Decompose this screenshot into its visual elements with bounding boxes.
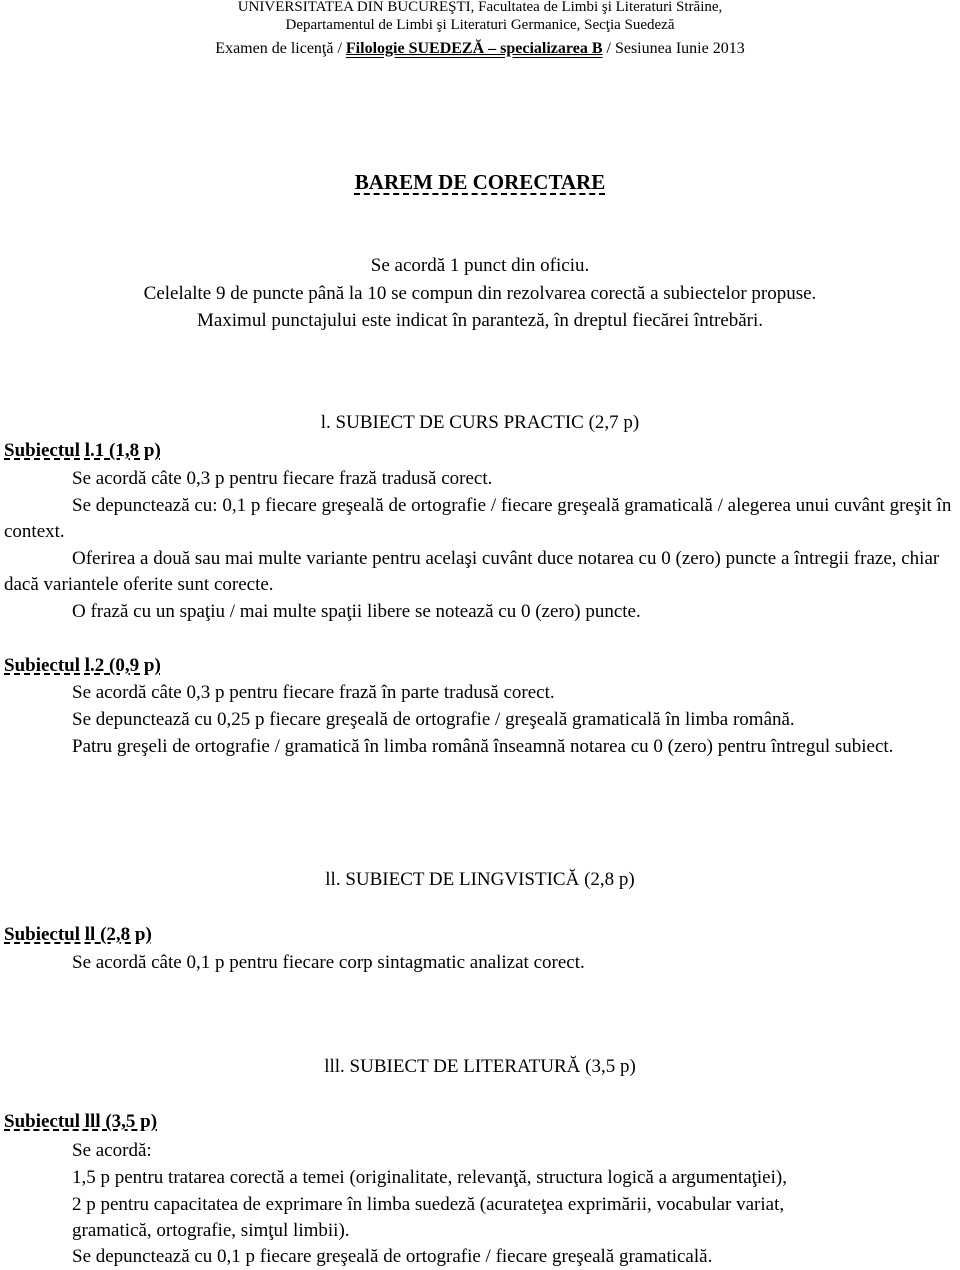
subject-3-rule-3a: 2 p pentru capacitatea de exprimare în limba suedeză (acurateţea exprimării, vocabular variat,	[72, 1194, 785, 1215]
subject-1-2-label: Subiectul l.2 (0,9 p)	[4, 655, 161, 676]
subject-1-1-rule-4: O frază cu un spaţiu / mai multe spaţii libere se notează cu 0 (zero) puncte.	[72, 601, 641, 622]
subject-1-1-rule-1: Se acordă câte 0,3 p pentru fiecare frază tradusă corect.	[72, 468, 493, 489]
subject-1-2-rule-3: Patru greşeli de ortografie / gramatică în limba română înseamnă notarea cu 0 (zero) pentru întregul subiect.	[72, 736, 894, 757]
subject-1-1-rule-2: Se depunctează cu: 0,1 p fiecare greşeală de ortografie / fiecare greşeală gramaticală / alegerea unui cuvânt greşit în context.	[4, 495, 952, 542]
intro-line-2: Celelalte 9 de puncte până la 10 se compun din rezolvarea corectă a subiectelor propuse.	[143, 283, 817, 304]
section-2-heading: ll. SUBIECT DE LINGVISTICĂ (2,8 p)	[325, 869, 635, 890]
header-exam-session: / Sesiunea Iunie 2013	[602, 40, 745, 57]
subject-3-rule-4: Se depunctează cu 0,1 p fiecare greşeală de ortografie / fiecare greşeală gramaticală.	[72, 1246, 713, 1267]
subject-3-rule-2: 1,5 p pentru tratarea corectă a temei (originalitate, relevanţă, structura logică a argumentaţiei),	[72, 1167, 787, 1188]
subject-2-rule-1: Se acordă câte 0,1 p pentru fiecare corp sintagmatic analizat corect.	[72, 952, 585, 973]
intro-line-1: Se acordă 1 punct din oficiu.	[370, 255, 590, 276]
subject-1-1-label: Subiectul l.1 (1,8 p)	[4, 440, 161, 461]
header-exam-prefix: Examen de licenţă /	[215, 40, 346, 57]
header-university: UNIVERSITATEA DIN BUCUREŞTI, Facultatea de Limbi şi Literaturi Străine,	[237, 0, 723, 15]
subject-1-2-rule-2: Se depunctează cu 0,25 p fiecare greşeală de ortografie / greşeală gramaticală în limba română.	[72, 709, 795, 730]
intro-line-3: Maximul punctajului este indicat în paranteză, în dreptul fiecărei întrebări.	[196, 310, 764, 331]
subject-1-1-rule-3: Oferirea a două sau mai multe variante pentru acelaşi cuvânt duce notarea cu 0 (zero) puncte a întregii fraze, chiar dacă variantele oferite sunt corecte.	[4, 548, 940, 595]
subject-3-rule-3b: gramatică, ortografie, simţul limbii).	[72, 1220, 350, 1241]
header-exam-specialization: Filologie SUEDEZĂ – specializarea B	[345, 40, 603, 57]
section-1-heading: l. SUBIECT DE CURS PRACTIC (2,7 p)	[320, 412, 640, 433]
page-title: BAREM DE CORECTARE	[354, 170, 606, 194]
subject-1-2-rule-1: Se acordă câte 0,3 p pentru fiecare frază în parte tradusă corect.	[72, 682, 555, 703]
subject-3-label: Subiectul lll (3,5 p)	[4, 1111, 158, 1132]
subject-3-rule-1: Se acordă:	[72, 1140, 152, 1161]
subject-2-label: Subiectul ll (2,8 p)	[4, 924, 152, 945]
section-3-heading: lll. SUBIECT DE LITERATURĂ (3,5 p)	[324, 1056, 636, 1077]
header-department: Departamentul de Limbi şi Literaturi Germanice, Secţia Suedeză	[285, 17, 675, 33]
header-exam	[0, 40, 960, 58]
